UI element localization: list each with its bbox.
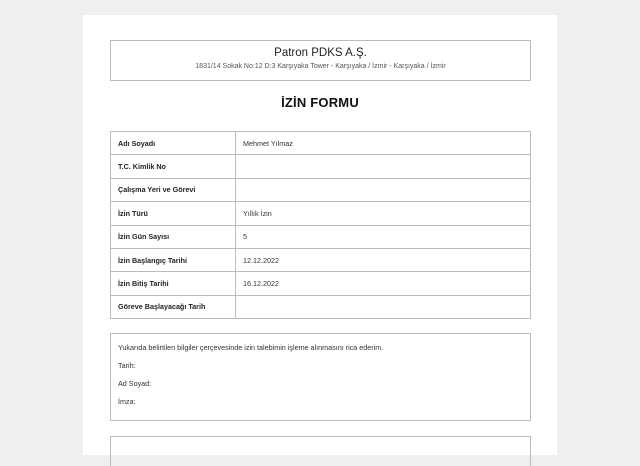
name-label: Ad Soyad: [118, 379, 152, 388]
table-row [111, 178, 531, 201]
company-name: Patron PDKS A.Ş. [274, 47, 367, 59]
field-label: İzin Başlangıç Tarihi [111, 248, 236, 271]
table-row [111, 225, 531, 248]
field-value [236, 178, 531, 201]
table-row [111, 132, 531, 155]
date-label: Tarih: [118, 361, 136, 370]
field-label: İzin Türü [111, 202, 236, 225]
field-label: Adı Soyadı [111, 132, 236, 155]
leave-info-table [110, 131, 531, 319]
field-value: Yıllık İzin [236, 202, 531, 225]
table-row [111, 248, 531, 271]
field-label: İzin Gün Sayısı [111, 225, 236, 248]
table-row [111, 295, 531, 318]
statement-text: Yukarıda belirtilen bilgiler çerçevesinde izin talebimin işleme alınmasını rica ederim. [118, 343, 384, 352]
field-label: Göreve Başlayacağı Tarih [111, 295, 236, 318]
company-address: 1831/14 Sokak No:12 D:3 Karşıyaka Tower - Karşıyaka / İzmir - Karşıyaka / İzmir [195, 63, 446, 70]
field-value: 12.12.2022 [236, 248, 531, 271]
field-value [236, 295, 531, 318]
field-value: 16.12.2022 [236, 272, 531, 295]
form-page [83, 15, 557, 455]
table-row [111, 155, 531, 178]
field-label: T.C. Kimlik No [111, 155, 236, 178]
statement-box [110, 333, 531, 421]
company-header [110, 40, 531, 81]
field-label: İzin Bitiş Tarihi [111, 272, 236, 295]
form-title: İZİN FORMU [281, 95, 359, 110]
approval-box [110, 436, 531, 466]
field-value [236, 155, 531, 178]
field-label: Çalışma Yeri ve Görevi [111, 178, 236, 201]
field-value: Mehmet Yılmaz [236, 132, 531, 155]
table-row [111, 202, 531, 225]
field-value: 5 [236, 225, 531, 248]
table-row [111, 272, 531, 295]
signature-label: İmza: [118, 397, 136, 406]
